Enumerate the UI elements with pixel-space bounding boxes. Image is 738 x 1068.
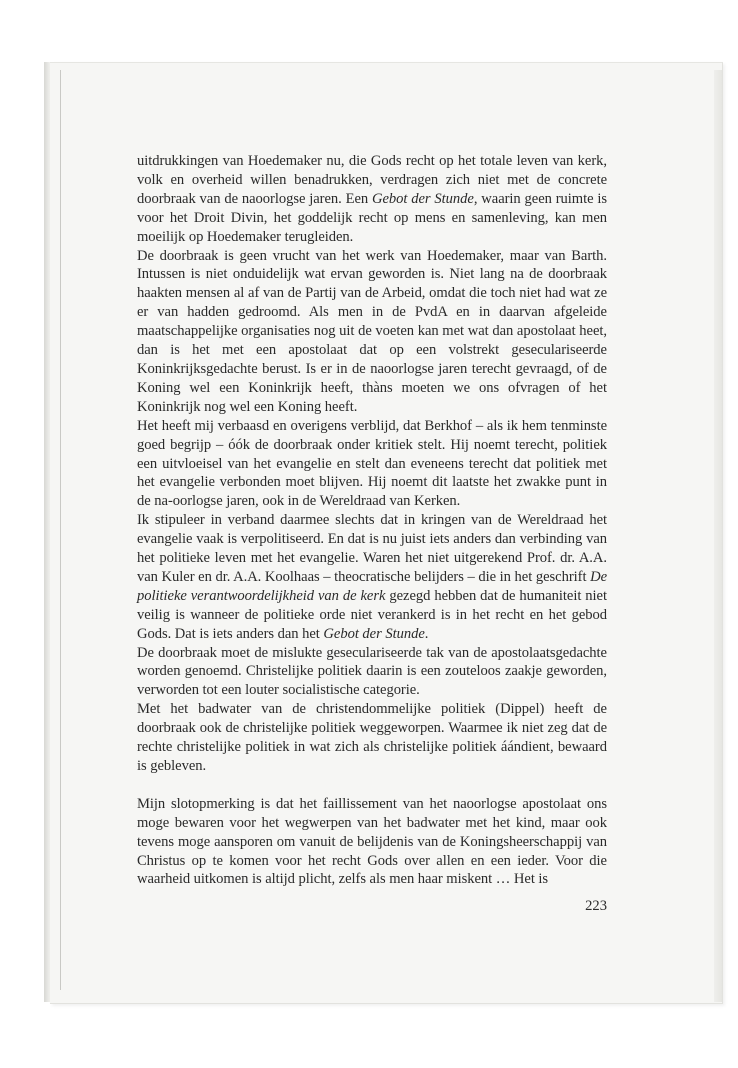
paragraph-3 bbox=[137, 417, 607, 512]
text-run: Ik stipuleer in verband daarmee slechts dat in kringen van de Wereldraad het evangelie vaak is verpolitiseerd. En dat is nu juist iets anders dan verbinding van het politieke leven met het evangelie. Waren het niet uitgerekend Prof. dr. A.A. van Kuler en dr. A.A. Koolhaas – theocratische belijders – die in het geschrift bbox=[137, 512, 607, 585]
text-run: gezegd hebben dat de humaniteit niet veilig is wanneer de politieke orde niet verankerd is in het recht en het gebod Gods. Dat is iets anders dan het bbox=[137, 587, 607, 642]
text-run: uitdrukkingen van Hoedemaker nu, die Gods recht op het totale leven van kerk, volk en overheid willen benadrukken, verdragen zich niet met de concrete doorbraak van de naoorlogse jaren. Een bbox=[137, 153, 607, 207]
page-fold-line bbox=[60, 70, 61, 990]
text-run: Mijn slotopmerking is dat het faillissement van het naoorlogse apostolaat ons moge bewaren voor het wegwerpen van het badwater met het kind, maar ook tevens moge aansporen om vanuit de belijdenis van de Koningsheerschappij van Christus op te komen voor het recht Gods over allen en een ieder. Voor die waarheid uitkomen is altijd plicht, zelfs als men haar miskent … Het is bbox=[137, 795, 607, 888]
italic-title-gebot-der-stunde: Gebot der Stunde bbox=[371, 190, 474, 207]
paragraph-5 bbox=[137, 644, 607, 701]
paragraph-7 bbox=[137, 795, 607, 890]
body-text bbox=[137, 152, 607, 889]
text-run: . bbox=[424, 625, 429, 642]
paragraph-4 bbox=[137, 511, 607, 643]
paragraph-2 bbox=[137, 247, 607, 417]
paragraph-6 bbox=[137, 700, 607, 776]
italic-title-politieke-verantwoordelijkheid: De politieke verantwoordelijkheid van de kerk bbox=[137, 568, 607, 604]
page-number: 223 bbox=[585, 898, 607, 914]
text-run: De doorbraak is geen vrucht van het werk van Hoedemaker, maar van Barth. Intussen is niet onduidelijk wat ervan geworden is. Niet lang na de doorbraak haakten mensen al af van de Partij van de Arbeid, omdat die toch niet had wat ze er van hadden gedroomd. Als men in de PvdA en in daarvan afgeleide maatschappelijke organisaties nog uit de voeten kan met wat dan apostolaat heet, dan is het met een apostolaat dat op een volstrekt geseculariseerde Koninkrijksgedachte berust. Is er in de naoorlogse jaren terecht gevraagd, of de Koning wel een Koninkrijk heeft, thàns moeten we ons ofvragen of het Koninkrijk nog wel een Koning heeft. bbox=[137, 247, 607, 415]
text-run: De doorbraak moet de mislukte geseculariseerde tak van de apostolaatsgedachte worden genoemd. Christelijke politiek daarin is een zouteloos zaakje geworden, verworden tot een louter socialistische categorie. bbox=[137, 644, 607, 699]
text-run: , waarin geen ruimte is voor het Droit Divin, het goddelijk recht op mens en samenleving, kan men moeilijk op Hoedemaker terugleiden. bbox=[137, 190, 607, 245]
page-edge bbox=[714, 70, 722, 1002]
italic-title-gebot-der-stunde: Gebot der Stunde bbox=[323, 625, 425, 642]
text-run: Het heeft mij verbaasd en overigens verblijd, dat Berkhof – als ik hem tenminste goed begrijp – óók de doorbraak onder kritiek stelt. Hij noemt terecht, politiek een uitvloeisel van het evangelie en stelt dan eveneens terecht dat politiek met het evangelie verbonden moet blijven. Hij noemt dit laatste het zwakke punt in de na-oorlogse jaren, ook in de Wereldraad van Kerken. bbox=[137, 417, 607, 510]
paragraph-1 bbox=[137, 152, 607, 247]
text-run: Met het badwater van de christendommelijke politiek (Dippel) heeft de doorbraak ook de christelijke politiek weggeworpen. Waarmee ik niet zeg dat de rechte christelijke politiek in wat zich als christelijke politiek áándient, bewaard is gebleven. bbox=[137, 701, 607, 774]
